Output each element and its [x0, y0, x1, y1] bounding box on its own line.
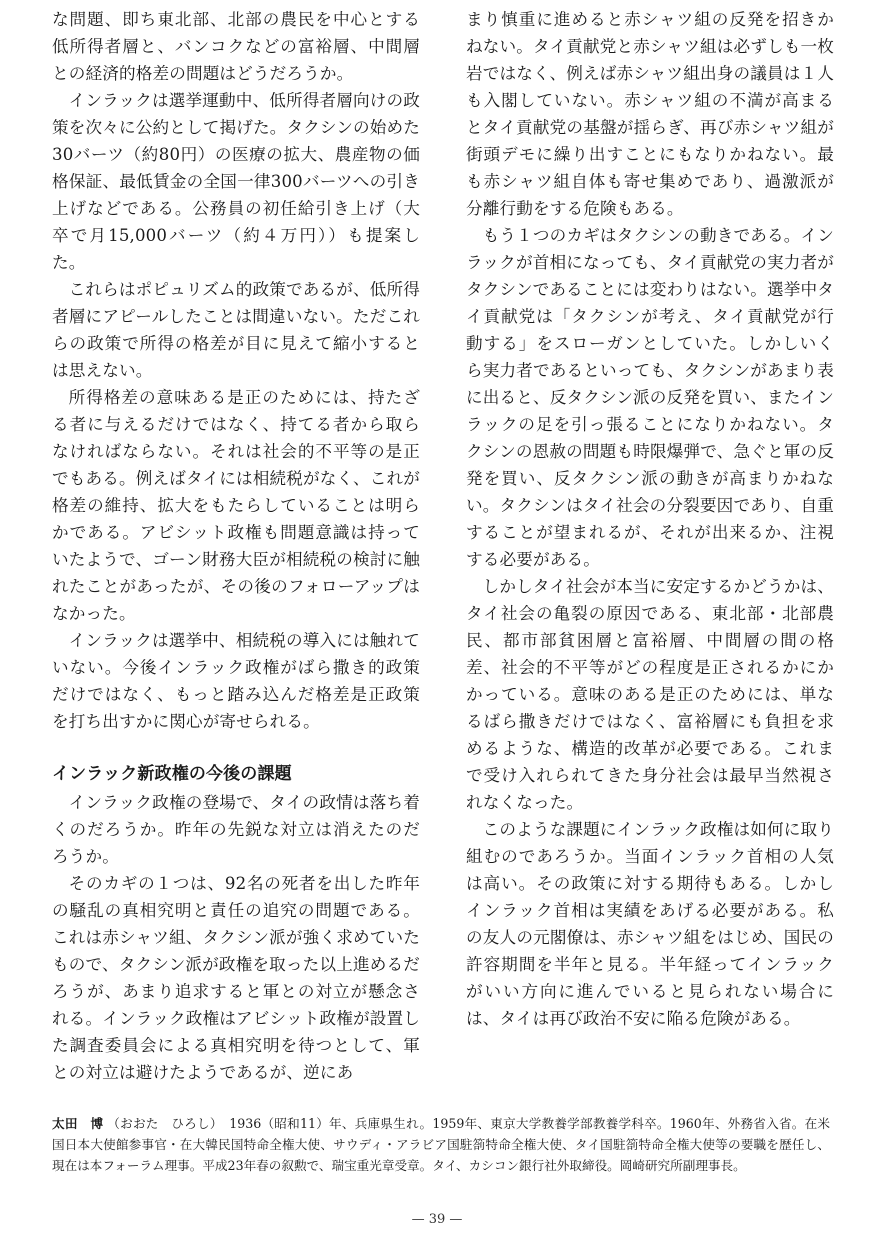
paragraph: このような課題にインラック政権は如何に取り組むのであろうか。当面インラック首相の人気は高い。その政策に対する期待もある。しかしインラック首相は実績をあげる必要がある。私の友人の元閣僚は、赤シャツ組をはじめ、国民の許容期間を半年と見る。半年経ってインラックがいい方向に進んでいると見られない場合には、タイは再び政治不安に陥る危険がある。 [466, 820, 834, 1028]
paragraph: インラック政権の登場で、タイの政情は落ち着くのだろうか。昨年の先鋭な対立は消えたのだろうか。 [52, 793, 420, 866]
paragraph: 所得格差の意味ある是正のためには、持たざる者に与えるだけではなく、持てる者から取らなければならない。それは社会的不平等の是正でもある。例えばタイには相続税がなく、これが格差の維持、拡大をもたらしていることは明らかである。アビシット政権も問題意識は持っていたようで、ゴーン財務大臣が相続税の検討に触れたことがあったが、その後のフォローアップはなかった。 [52, 388, 420, 623]
paragraph: まり慎重に進めると赤シャツ組の反発を招きかねない。タイ貢献党と赤シャツ組は必ずしも一枚岩ではなく、例えば赤シャツ組出身の議員は１人も入閣していない。赤シャツ組の不満が高まるとタイ貢献党の基盤が揺らぎ、再び赤シャツ組が街頭デモに繰り出すことにもなりかねない。最も赤シャツ組自体も寄せ集めであり、過激派が分離行動をする危険もある。 [466, 10, 834, 218]
author-name: 太田 博 [52, 1116, 104, 1131]
paragraph: な問題、即ち東北部、北部の農民を中心とする低所得者層と、バンコクなどの富裕層、中間層との経済的格差の問題はどうだろうか。 [52, 10, 420, 83]
left-column [52, 6, 420, 1086]
section-heading: インラック新政権の今後の課題 [52, 764, 292, 784]
paragraph: そのカギの１つは、92名の死者を出した昨年の騒乱の真相究明と責任の追究の問題である。これは赤シャツ組、タクシン派が強く求めていたもので、タクシン派が政権を取った以上進めるだろうが、あまり追求すると軍との対立が懸念される。インラック政権はアビシット政権が設置した調査委員会による真相究明を待つとして、軍との対立は避けたようであるが、逆にあ [52, 874, 420, 1082]
right-column [466, 6, 834, 1032]
paragraph: これらはポピュリズム的政策であるが、低所得者層にアピールしたことは間違いない。ただこれらの政策で所得の格差が目に見えて縮小するとは思えない。 [52, 280, 420, 380]
paragraph: インラックは選挙運動中、低所得者層向けの政策を次々に公約として掲げた。タクシンの始めた30バーツ（約80円）の医療の拡大、農産物の価格保証、最低賃金の全国一律300バーツへの引き上げなどである。公務員の初任給引き上げ（大卒で月15,000バーツ（約４万円））も提案した。 [52, 91, 420, 272]
paragraph: もう１つのカギはタクシンの動きである。インラックが首相になっても、タイ貢献党の実力者がタクシンであることには変わりはない。選挙中タイ貢献党は「タクシンが考え、タイ貢献党が行動する」をスローガンとしていた。しかしいくら実力者であるといっても、タクシンがあまり表に出ると、反タクシン派の反発を買い、またインラックの足を引っ張ることになりかねない。タクシンの恩赦の問題も時限爆弾で、急ぐと軍の反発を買い、反タクシン派の動きが高まりかねない。タクシンはタイ社会の分裂要因であり、自重することが望まれるが、それが出来るか、注視する必要がある。 [466, 226, 834, 569]
paragraph: インラックは選挙中、相続税の導入には触れていない。今後インラック政権がばら撒き的政策だけではなく、もっと踏み込んだ格差是正政策を打ち出すかに関心が寄せられる。 [52, 631, 420, 731]
author-bio-text: （おおた ひろし） 1936（昭和11）年、兵庫県生れ。1959年、東京大学教養学部教養学科卒。1960年、外務省入省。在米国日本大使館参事官・在大韓民国特命全権大使、サウディ・アラビア国駐箚特命全権大使、タイ国駐箚特命全権大使等の要職を歴任し、現在は本フォーラム理事。平成23年春の叙勲で、瑞宝重光章受章。タイ、カシコン銀行社外取締役。岡崎研究所副理事長。 [52, 1116, 831, 1173]
page-number: — 39 — [411, 1212, 463, 1227]
author-bio [52, 1113, 830, 1176]
paragraph: しかしタイ社会が本当に安定するかどうかは、タイ社会の亀裂の原因である、東北部・北部農民、都市部貧困層と富裕層、中間層の間の格差、社会的不平等がどの程度是正されるかにかかっている。意味のある是正のためには、単なるばら撒きだけではなく、富裕層にも負担を求めるような、構造的改革が必要である。これまで受け入れられてきた身分社会は最早当然視されなくなった。 [466, 577, 834, 812]
